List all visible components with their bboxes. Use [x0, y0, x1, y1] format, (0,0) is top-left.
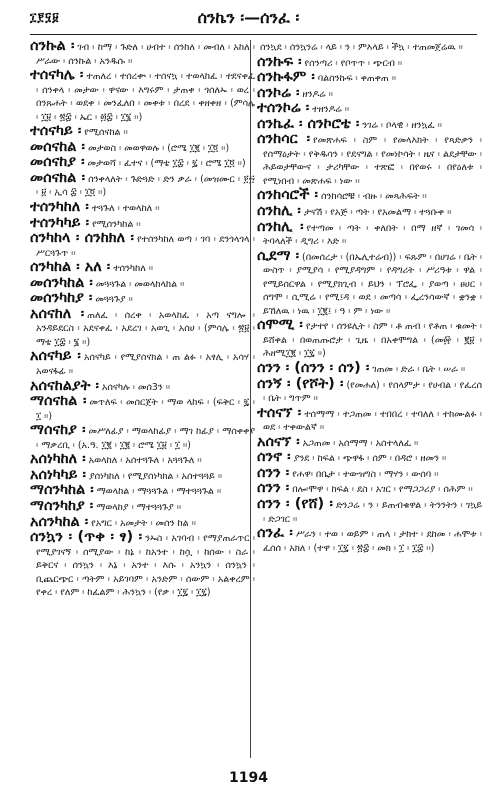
dictionary-entry: [30, 214, 255, 232]
entry-headword: አሰንካከል ፡: [30, 513, 89, 530]
entry-definition: የመጽሐፍ ፡ ስም ፡ የመላእክት ፡ የጻድቃን ፡ የሰማዕታት ፡ የቅዱሳን ፡ የደናግል ፡ የመነኮሳት ፡ ዜና ፡ ልደታቸው ፡ ሕይወታቸውና ፡ ታሪካቸው ፡ ተጽፎ ፡ በየወሩ ፡ በየዕለቱ ፡ የሚነበብ ፡ መጽሐፍ ፡ ነው ፡፡: [263, 135, 482, 187]
dictionary-entry: [30, 350, 255, 378]
dictionary-entry: [257, 375, 482, 406]
entry-headword: አሰነካከለ ፡: [30, 451, 86, 468]
page-number: 1194: [229, 770, 268, 786]
entry-headword: ሰንከሊ ፡: [257, 203, 301, 220]
dictionary-entry: [30, 261, 255, 276]
entry-definition: የሐዋ፡ በቤታ ፡ ተውዝግስ ፡ ማሃን ፡ ውሰባ ፡፡: [292, 468, 439, 480]
dictionary-entry: [257, 482, 482, 497]
entry-definition: ተጠለረ ፡ ተሰረቍ ፡ ተሰናኳ ፡ ተወላከፈ ፡ ተደናቀፈ ፡ ሰንቀላ ፡ መታው ፡ ዋናው ፡ እግሩም ፡ ታጠቀ ፡ ጎሰለኡ ፡ ወረ ፡ በንጹሐት ፡ ወደቀ ፡ መንፈለበ ፡ መቀቱ ፡ በረደ ፡ ቀዘቀዘ ፡ (ምሳሌ ፡ ፲፱ ፡ ፳፰ ፡ ኤር ፡ ፴፰ ፡ ፲፮ ፡፡): [36, 71, 255, 123]
entry-headword: አሰናኘ ፡: [257, 433, 300, 450]
entry-definition: (የመሐለ) ፡ የሰላምታ ፡ የሀብል ፡ የፈረሰ ፡ ቤት ፡ ግጥም ፡፡: [263, 379, 482, 405]
dictionary-entry: [257, 53, 482, 71]
entry-headword: አሰነካካይ ፡: [30, 466, 86, 483]
dictionary-entry: [30, 531, 255, 600]
entry-headword: ሰንን ፡: [257, 464, 290, 481]
dictionary-entry: [30, 156, 255, 171]
entry-definition: ማወላከል ፡ ማጓጓጉል ፡ ማተጓጓጉል ፡፡: [96, 486, 222, 498]
entry-definition: አሰናካይ ፡ የሚያሰናክል ፡ ጠ ልፉ ፡ አፃሊ ፡ አሳሃ ፡ አወናፋፊ ፡፡: [36, 352, 255, 378]
entry-headword: ሰንኝ ፡ (የሾት) ፡: [257, 375, 344, 392]
dictionary-entry: [257, 218, 482, 249]
dictionary-entry: [257, 319, 482, 361]
dictionary-entry: [30, 138, 255, 156]
dictionary-entry: [30, 305, 255, 350]
entry-definition: የታተየ ፡ ሰንዩሊት ፡ ስም ፡ ቶ ጠብ ፡ የቶጠ ፡ ቁመት ፡ ይሸቀል ፡ በወጠጡሮታ ፡ ጊዜ ፡ በአቀሞግል ፡ (መ፼ ፡ ፪፱ ፡ ሕዘሚ፲፪ ፡ ፲፯ ፡፡): [263, 321, 482, 360]
entry-definition: መጓጓጉል ፡ መወላከላከል ፡፡: [95, 278, 185, 290]
entry-headword: ሰንከሳር ፡: [257, 131, 311, 148]
entry-headword: ሰንኩፋም ፡: [257, 69, 315, 86]
entry-definition: መጓጓጉያ ፡፡: [95, 294, 133, 306]
entry-definition: የሚሰንካከል ፡፡: [92, 218, 141, 230]
entry-definition: አወላከለ ፡ አሰተጓጉለ ፡ አጓጓጉለ ፡፡: [88, 455, 202, 467]
entry-definition: ንኡስ ፡ አገባብ ፡ የማያጠራጥር ፡ የሚያገናኝ ፡ ሰሚያው ፡ ከኔ ፡ ከአንተ ፡ ከሷ ፡ ከሰው ፡ ስራ ፡ ይቅርና ፡ ሰንኳን ፡ እኔ ፡ አንተ ፡ እሱ ፡ አንኳን ፡ ሰንኳን ፡ ቢጨርጭር ፡ ጣትም ፡ አይገባም ፡ አንድም ፡ ሰውም ፡ አልቀረም ፡ የቀረ ፡ የለም ፡ ከፈልም ፡ ሕንኳን ፡ (የቃ ፡ ፲፯ ፡ ፲፯): [36, 533, 255, 599]
entry-headword: ሰንኮሬ ፡: [257, 84, 300, 101]
dictionary-entry: [30, 484, 255, 499]
entry-definition: ባልሰንኩፍ ፡ ቀጠቀጠ ፡፡: [317, 73, 397, 85]
entry-headword: ማሰናከል ፡: [30, 393, 87, 410]
entry-definition: ዘንዶሬ ፡፡: [302, 88, 333, 100]
entry-headword: ሰንፈ ፡: [257, 525, 293, 542]
entry-definition: ገብ ፡ ከማ ፡ ጉድለ ፡ ሀብተ ፡ ሰንከለ ፡ መብለ ፡ አከለ ፡ ሥራው ፡ ሰንኩል ፡ አንዱሱ ፡፡: [36, 42, 255, 67]
dictionary-entry: [30, 377, 255, 395]
header-rule: [30, 34, 477, 35]
entry-definition: የሰንጣሪ ፡ የቦጥጥ ፡ ጭርብ ፡፡: [304, 57, 403, 69]
dictionary-entry: [257, 404, 482, 435]
entry-definition: መሥለፊያ ፡ ማወላከፊያ ፡ ማገ ከፊያ ፡ ማሰቀቀያ ፡ ማቃረቢ ፡ (አ.ዓ. ፲፪ ፡ ፲፪ ፡ ሮሜ ፲፱ ፡ ፲ ፡፡): [36, 426, 255, 451]
dictionary-entry: [30, 513, 255, 531]
dictionary-entry: [30, 424, 255, 452]
dictionary-entry: [257, 247, 482, 319]
entry-definition: የአግር ፡ አመታት ፡ መሰን ከል ፡፡: [91, 517, 196, 529]
entry-definition: ተጓጉለ ፡ ተወላከለ ፡፡: [91, 203, 160, 215]
entry-definition: ገጠመ ፡ ድራ ፡ ቤት ፡ ሠራ ፡፡: [372, 364, 466, 376]
entry-headword: መሰናከያ ፡: [30, 154, 85, 171]
entry-definition: ሥራን ፡ ተወ ፡ ወይም ፡ ጠላ ፡ ታከተ ፡ ደከመ ፡ ሐሞቱ ፡ ፈሰሰ ፡ አክለ ፡ (ተዋ ፡ ፲፯ ፡ ፳፰ ፡ መክ ፡ ፲ ፡ ፲፰ ፡፡): [263, 529, 482, 554]
dictionary-entry: [257, 189, 482, 204]
entry-definition: (በመሰረታ ፡ (በኤሊተሬብ)) ፡ ፍጹም ፡ በሀገሬ ፡ ቤት ፡ ውስጥ ፡ ያሚያሳ ፡ የሚያዳግም ፡ የዳግሪት ፡ ሥሪዓቱ ፡ ዋል ፡ የሚይሰርዋል ፡ የሚያክጊብ ፡ ይህን ፡ ፕሮፌ ፡ ያወጣ ፡ ፀሀር ፡ ሰግሞ ፡ ሲሚሬ ፡ የሚ፤ዳ ፡ ወደ ፡ መጣሳ ፡ ፌረንሳውኛ ፡ ቋንቋ ፡ ይኸለዉ ፡ ነዉ ፡ ፲፪፤ ፡ ዓ ፡ ም ፡ ነው ፡፡: [263, 251, 482, 317]
entry-headword: ተሰናካይ ፡: [30, 123, 82, 140]
dictionary-entry: [257, 102, 482, 117]
entry-definition: የሚሰናከል ፡፡: [84, 127, 128, 139]
dictionary-entry: [257, 71, 482, 86]
entry-headword: ሲደማ ፡: [257, 247, 300, 264]
entry-definition: ተሰንካከለ ፡፡: [113, 263, 154, 275]
dictionary-entry: [257, 205, 482, 220]
dictionary-entry: [257, 40, 482, 55]
entry-headword: ሰንከሊ ፡: [257, 218, 304, 235]
entry-definition: ታናሽ ፡ የአጅ ፡ ጣት ፡ የአመልማ ፡ ተጓቡቀ ፡፡: [303, 207, 452, 219]
entry-headword: መሰንካከል ፡: [30, 274, 93, 291]
entry-definition: መጥለፍ ፡ መሰርጀት ፡ ማወ ላከፍ ፡ (ፍቅር ፡ ፯ ፡ ፲ ፡፡): [36, 397, 255, 422]
dictionary-entry: [257, 115, 482, 133]
entry-definition: ጠለፈ ፡ ሰረቀ ፡ አወላከፈ ፡ አጣ ናግሎ ፡ አንዳይደርስ ፡ አደናቀፈ ፡ አደረገ ፡ አወጊ ፡ አሰሀ ፡ (ምሳሌ ፡ ፳፱ ፡ ማቴ ፲፰ ፡ ፮ ፡፡): [36, 309, 255, 348]
dictionary-entry: [30, 292, 255, 307]
header-ethiopic-page-number: ፲፻፶፱: [30, 10, 60, 24]
entry-headword: ተሰናካሌ ፡: [30, 67, 84, 84]
entry-headword: ሰንን ፡: [257, 480, 290, 497]
entry-definition: አሰናካሉ ፡ መሰ3ን ፡፡: [101, 381, 171, 393]
left-column: [30, 40, 255, 758]
entry-headword: ተሰንካከለ ፡: [30, 199, 89, 216]
entry-headword: ተሰንኮሬ ፡: [257, 100, 310, 117]
entry-definition: መታወሻ ፡ ፈተና ፡ (ማቴ ፲፰ ፡ ፯ ፡ ሮሜ ፲፬ ፡፡): [87, 158, 246, 170]
entry-definition: አጋጠመ ፡ አሰማማ ፡ አሰተላለፈ ፡፡: [302, 437, 419, 449]
entry-headword: ሰንኳን ፡ (ጥቀ ፡ ፃ) ፡: [30, 529, 143, 546]
dictionary-entry: [30, 169, 255, 200]
dictionary-entry: [30, 395, 255, 423]
entry-definition: መታወስ ፡ መወዋወሉ ፡ (ሮሜ ፲፪ ፡ ፲፬ ፡፡): [87, 142, 230, 154]
dictionary-entry: [30, 69, 255, 124]
entry-headword: ማሰንካከያ ፡: [30, 497, 94, 514]
entry-headword: ሰሞሚ ፡: [257, 317, 303, 334]
entry-headword: ማሰናከያ ፡: [30, 422, 86, 439]
dictionary-entry: [30, 125, 255, 140]
entry-headword: ሰንካከላ ፡ ሰንከክለ ፡: [30, 230, 134, 247]
dictionary-entry: [30, 201, 255, 216]
entry-definition: ድንጋሬ ፡ ን ፡ ይጠብቁዋል ፡ ትንንትን ፡ ገኳይ ፡ ድጋገር ፡፡: [263, 499, 482, 525]
dictionary-entry: [257, 133, 482, 188]
dictionary-entry: [30, 274, 255, 292]
entry-definition: ሰንከሳሮቹ ፡ ብዙ ፡ መጻሕፍት ፡፡: [320, 191, 427, 203]
entry-headword: አሰናከልያት ፡: [30, 377, 99, 394]
entry-headword: ሰንኖ ፡: [257, 449, 291, 466]
entry-definition: ተዘንዶሬ ፡፡: [312, 104, 350, 116]
dictionary-entry: [257, 495, 482, 526]
dictionary-entry: [257, 527, 482, 555]
right-column: [257, 40, 482, 758]
entry-definition: ንገሬ ፡ ቦላዊ ፡ ዘንኳፈ ፡፡: [362, 119, 442, 131]
dictionary-entry: [257, 433, 482, 451]
entry-headword: ሰንኩል ፡: [30, 40, 75, 54]
entry-headword: ተሰናኘ ፡: [257, 404, 302, 421]
entry-headword: ማሰንካከል ፡: [30, 482, 94, 499]
dictionary-entry: [257, 84, 482, 102]
dictionary-entry: [30, 497, 255, 515]
entry-headword: መሰንካከያ ፡: [30, 290, 93, 307]
entry-definition: ሰንኳደ ፡ ሰንኳንሬ ፡ ላይ ፡ ን ፡ ምእላይ ፡ ችኳ ፡ ተጠመጀሬዉ ፡፡: [260, 42, 463, 53]
entry-headword: አሰናካይ ፡: [30, 348, 81, 365]
entry-definition: የተጣመ ፡ ጣት ፡ ቀለበት ፡ በማ ዘኛ ፡ ገመሳ ፡ ትባላለች ፡ ዲግሪ ፡ እድ ፡፡: [263, 222, 482, 248]
header-title: ሰንኬን ፡—ሰንፈ ፡: [197, 8, 300, 27]
entry-headword: ሰንን ፡ (የሸ) ፡: [257, 495, 333, 512]
entry-definition: ሰንቀላለት ፡ ጉድጓድ ፡ ድን ቃራ ፡ (መዝሙር ፡ ፻፵ ፡ ፱ ፡ ኢሳ ፰ ፡ ፲፬ ፡፡): [36, 173, 255, 199]
entry-headword: ሰንኬፈ ፡ ሰንኮሮቴ ፡: [257, 115, 360, 132]
entry-headword: ሰንን ፡ (ሰንን ፡ ሰን) ፡: [257, 360, 370, 377]
entry-definition: ማወላከያ ፡ ማተጓጓጉያ ፡፡: [96, 501, 182, 513]
entry-headword: ሰንኩፍ ፡: [257, 53, 302, 70]
dictionary-entry: [30, 232, 255, 260]
entry-definition: ተሰማማ ፡ ተጋጠመ ፡ ተበበረ ፡ ተባለለ ፡ ተከሙልፉ ፡ ወደ ፡ ተቀውልኛ ፡፡: [263, 408, 482, 434]
entry-headword: አሰናከለ ፡: [30, 305, 85, 322]
entry-headword: ሰንካከል ፡ አለ ፡: [30, 259, 111, 276]
column-divider: [250, 40, 251, 758]
entry-headword: መሰናክል ፡: [30, 169, 86, 186]
dictionary-entry: [257, 451, 482, 466]
dictionary-entry: [30, 453, 255, 468]
page-header: [0, 6, 497, 36]
entry-definition: በሎ፡ሞዋ ፡ ከፍል ፡ ደስ ፡ አገር ፡ የማጋጋሪያ ፡ ሰሕም ፡፡: [292, 484, 473, 496]
entry-headword: ተሰንካካይ ፡: [30, 214, 90, 231]
entry-headword: ሰንከሳሮች ፡: [257, 187, 318, 204]
dictionary-entry: [257, 362, 482, 377]
entry-headword: መሰናከል ፡: [30, 138, 85, 155]
entry-definition: ያንደ ፡ ከፍል ፡ ጭዋፋ ፡ ሰም ፡ በዳሮ ፡ ዘመን ፡፡: [293, 453, 447, 465]
dictionary-entry: [30, 40, 255, 68]
dictionary-entry: [30, 466, 255, 484]
entry-definition: ያሰነካከለ ፡ የሚያሰነካክል ፡ አሰተጓጓይ ፡፡: [88, 470, 223, 482]
dictionary-entry: [257, 464, 482, 482]
entry-definition: የተሰንካከለ ወጣ ፡ ገባ ፡ ደንጎላጎላ ፡ ሥርጓጉጥ ፡፡: [36, 234, 255, 259]
